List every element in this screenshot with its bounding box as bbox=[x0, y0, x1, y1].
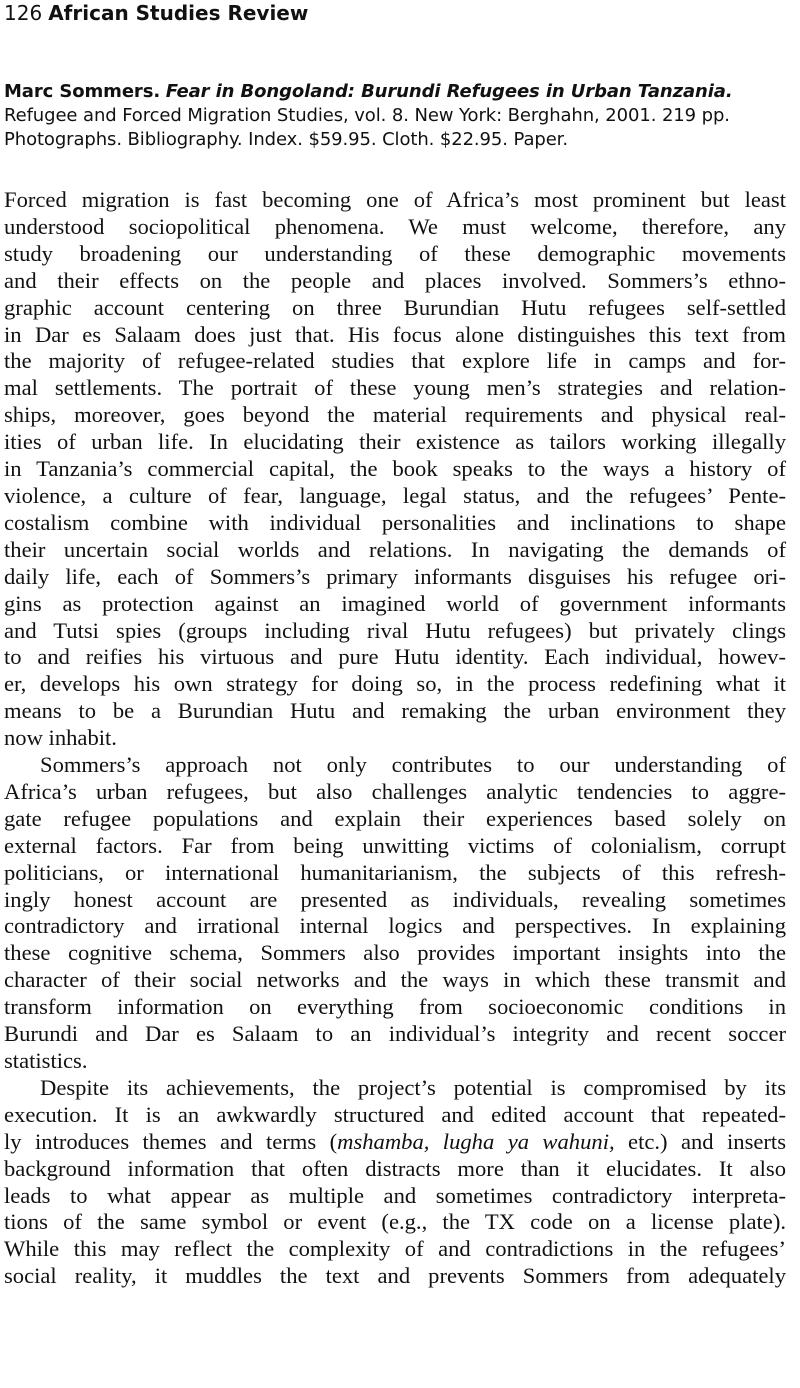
text-line: character of their social networks and the ways in which these transmit and bbox=[4, 967, 786, 993]
text-line: study broadening our understanding of these demographic movements bbox=[4, 240, 786, 266]
paragraph-1 bbox=[4, 187, 786, 752]
text-line: understood sociopolitical phenomena. We must welcome, therefore, any bbox=[4, 213, 786, 239]
text-line: external factors. Far from being unwitting victims of colonialism, corrupt bbox=[4, 832, 786, 858]
text-line: statistics. bbox=[4, 1048, 88, 1073]
citation-title-line bbox=[4, 80, 786, 104]
text-line: in Dar es Salaam does just that. His focus alone distinguishes this text from bbox=[4, 321, 786, 347]
text-line: tions of the same symbol or event (e.g., the TX code on a license plate). bbox=[4, 1209, 786, 1235]
text-line: gate refugee populations and explain their experiences based solely on bbox=[4, 805, 786, 831]
text-line: transform information on everything from socioeconomic conditions in bbox=[4, 994, 786, 1020]
text-line: Africa’s urban refugees, but also challenges analytic tendencies to aggre- bbox=[4, 778, 786, 804]
text-line: Sommers’s approach not only contributes to our understanding of bbox=[40, 752, 786, 778]
text-line: the majority of refugee-related studies that explore life in camps and for- bbox=[4, 348, 786, 374]
text-line: leads to what appear as multiple and sometimes contradictory interpreta- bbox=[4, 1182, 786, 1208]
text-line: social reality, it muddles the text and prevents Sommers from adequately bbox=[4, 1263, 786, 1289]
text-line: mal settlements. The portrait of these young men’s strategies and relation- bbox=[4, 375, 786, 401]
text-line: to and reifies his virtuous and pure Hutu identity. Each individual, howev- bbox=[4, 644, 786, 670]
text-line: Despite its achievements, the project’s potential is compromised by its bbox=[40, 1074, 786, 1100]
citation-details-line: Photographs. Bibliography. Index. $59.95. Cloth. $22.95. Paper. bbox=[4, 129, 568, 150]
text-line: er, develops his own strategy for doing so, in the process redefining what it bbox=[4, 671, 786, 697]
text-line: ships, moreover, goes beyond the material requirements and physical real- bbox=[4, 402, 786, 428]
text-line: Forced migration is fast becoming one of Africa’s most prominent but least bbox=[4, 187, 786, 212]
paragraph-3 bbox=[4, 1075, 786, 1290]
text-segment: ly introduces themes and terms ( bbox=[4, 1128, 338, 1154]
text-line: violence, a culture of fear, language, legal status, and the refugees’ Pente- bbox=[4, 482, 786, 508]
paragraph-2 bbox=[4, 752, 786, 1075]
text-line: and Tutsi spies (groups including rival Hutu refugees) but privately clings bbox=[4, 617, 786, 643]
text-line: ingly honest account are presented as individuals, revealing sometimes bbox=[4, 886, 786, 912]
citation-author: Marc Sommers. bbox=[4, 81, 161, 102]
running-head bbox=[4, 0, 786, 26]
page-number: 126 bbox=[4, 1, 43, 25]
citation-details-line: Refugee and Forced Migration Studies, vol. 8. New York: Berghahn, 2001. 219 pp. bbox=[4, 105, 730, 126]
text-line: their uncertain social worlds and relations. In navigating the demands of bbox=[4, 536, 786, 562]
italic-terms: mshamba, lugha ya wahuni, bbox=[337, 1128, 615, 1154]
text-line: costalism combine with individual personalities and inclinations to shape bbox=[4, 509, 786, 535]
text-line: While this may reflect the complexity of and contradictions in the refugees’ bbox=[4, 1236, 786, 1262]
text-line: graphic account centering on three Burundian Hutu refugees self-settled bbox=[4, 294, 786, 320]
text-line: background information that often distracts more than it elucidates. It also bbox=[4, 1155, 786, 1181]
text-line: Burundi and Dar es Salaam to an individual’s integrity and recent soccer bbox=[4, 1021, 786, 1047]
text-segment: etc.) and inserts bbox=[614, 1128, 786, 1154]
text-line: execution. It is an awkwardly structured and edited account that repeated- bbox=[4, 1101, 786, 1127]
journal-title: African Studies Review bbox=[48, 1, 309, 25]
text-line: contradictory and irrational internal logics and perspectives. In explaining bbox=[4, 913, 786, 939]
text-line: means to be a Burundian Hutu and remaking the urban environment they bbox=[4, 698, 786, 724]
text-line: daily life, each of Sommers’s primary informants disguises his refugee ori- bbox=[4, 563, 786, 589]
text-line: ities of urban life. In elucidating their existence as tailors working illegally bbox=[4, 429, 786, 455]
book-citation bbox=[4, 80, 786, 152]
citation-book-title: Fear in Bongoland: Burundi Refugees in Urban Tanzania. bbox=[165, 81, 733, 102]
text-line: now inhabit. bbox=[4, 725, 117, 751]
text-line: politicians, or international humanitarianism, the subjects of this refresh- bbox=[4, 859, 786, 885]
review-body bbox=[4, 187, 786, 1290]
text-line: and their effects on the people and places involved. Sommers’s ethno- bbox=[4, 267, 786, 293]
text-line: in Tanzania’s commercial capital, the book speaks to the ways a history of bbox=[4, 456, 786, 482]
text-line-with-italic bbox=[4, 1129, 786, 1156]
page bbox=[4, 0, 786, 1290]
text-line: gins as protection against an imagined world of government informants bbox=[4, 590, 786, 616]
text-line: these cognitive schema, Sommers also provides important insights into the bbox=[4, 940, 786, 966]
